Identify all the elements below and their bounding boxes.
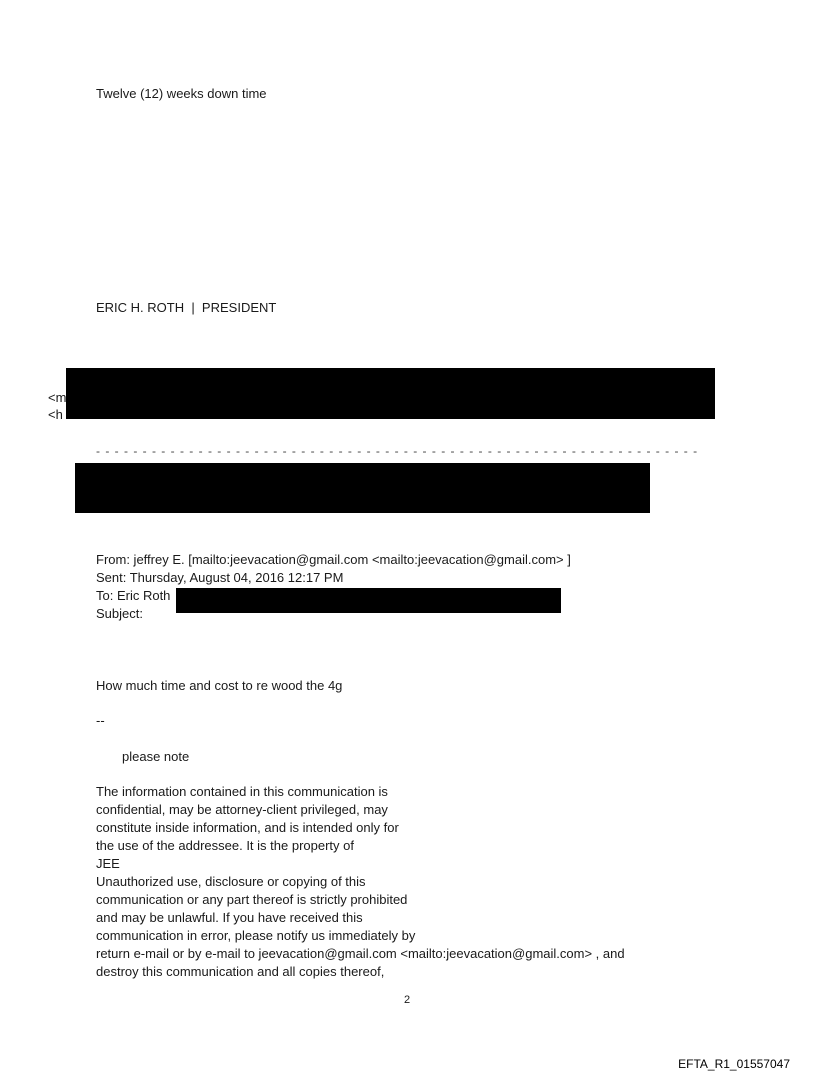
disclaimer-line: JEE <box>96 856 120 871</box>
redaction-block <box>66 368 715 419</box>
email-subject: Subject: <box>96 606 143 621</box>
body-line-downtime: Twelve (12) weeks down time <box>96 86 267 101</box>
signature-name-title: ERIC H. ROTH | PRESIDENT <box>96 300 277 315</box>
redaction-block <box>176 588 561 613</box>
divider-dashes: - - - - - - - - - - - - - - - - - - - - - - - - - - - - - - - - - - - - - - - - - - - - - - - - - - - - - - - - - - - - - - - - - <box>96 444 699 458</box>
redaction-block <box>75 463 650 513</box>
email-sent: Sent: Thursday, August 04, 2016 12:17 PM <box>96 570 344 585</box>
disclaimer-line: return e-mail or by e-mail to jeevacation@gmail.com <mailto:jeevacation@gmail.com> , and <box>96 946 625 961</box>
email-message: How much time and cost to re wood the 4g <box>96 678 343 693</box>
confidentiality-disclaimer <box>96 783 625 981</box>
please-note-heading: please note <box>122 749 190 764</box>
disclaimer-line: the use of the addressee. It is the property of <box>96 838 354 853</box>
document-id: EFTA_R1_01557047 <box>678 1057 790 1071</box>
page-number: 2 <box>404 994 411 1006</box>
email-from: From: jeffrey E. [mailto:jeevacation@gmail.com <mailto:jeevacation@gmail.com> ] <box>96 552 571 567</box>
disclaimer-line: communication or any part thereof is strictly prohibited <box>96 892 408 907</box>
disclaimer-line: Unauthorized use, disclosure or copying of this <box>96 874 366 889</box>
truncated-link-fragment: <h <box>48 407 63 422</box>
email-to: To: Eric Roth <box>96 588 171 603</box>
truncated-link-fragment: <m <box>48 390 67 405</box>
disclaimer-line: The information contained in this communication is <box>96 784 388 799</box>
disclaimer-line: confidential, may be attorney-client privileged, may <box>96 802 388 817</box>
disclaimer-line: constitute inside information, and is intended only for <box>96 820 399 835</box>
disclaimer-line: and may be unlawful. If you have received this <box>96 910 363 925</box>
disclaimer-line: communication in error, please notify us immediately by <box>96 928 416 943</box>
disclaimer-line: destroy this communication and all copies thereof, <box>96 964 385 979</box>
signature-separator: -- <box>96 713 105 728</box>
